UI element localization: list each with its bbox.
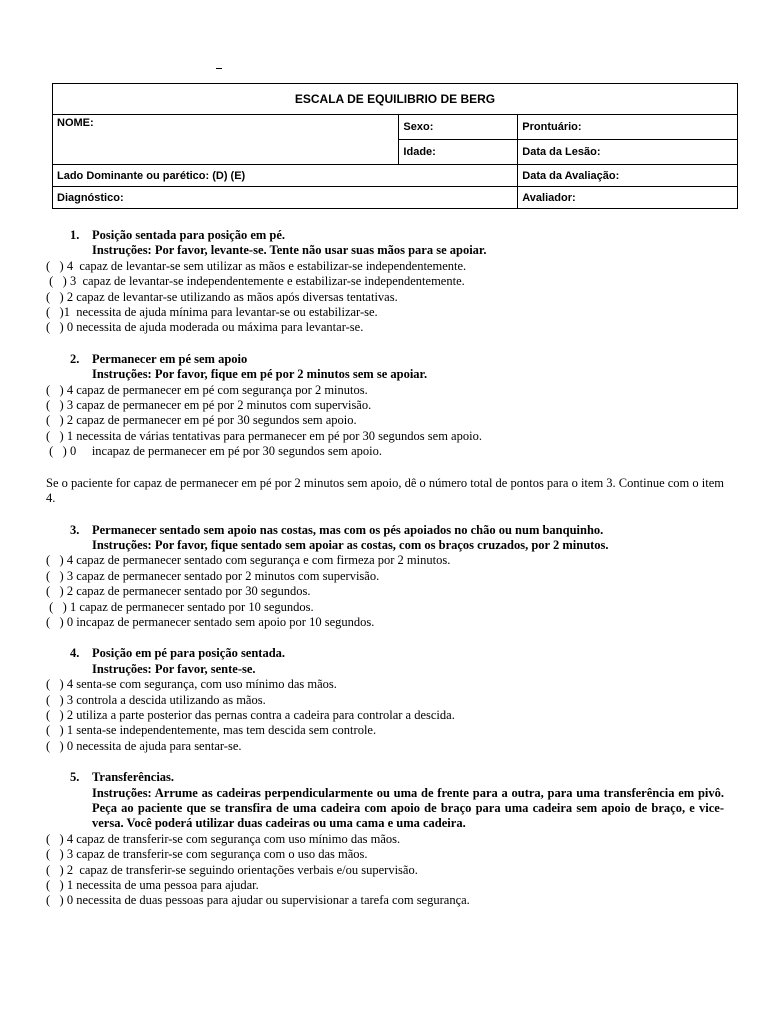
- option-item[interactable]: ( ) 1 necessita de uma pessoa para ajudar.: [46, 878, 259, 893]
- option-item[interactable]: ( ) 2 capaz de permanecer sentado por 30 segundos.: [46, 584, 311, 599]
- section-instructions: Instruções: Por favor, fique em pé por 2 minutos sem se apoiar.: [92, 367, 428, 382]
- section-title: 2. Permanecer em pé sem apoio: [70, 351, 248, 366]
- option-item[interactable]: ( ) 4 senta-se com segurança, com uso mínimo das mãos.: [46, 677, 337, 692]
- section-instructions: Instruções: Por favor, levante-se. Tente não usar suas mãos para se apoiar.: [92, 243, 487, 258]
- sexo-field[interactable]: Sexo:: [399, 115, 518, 140]
- option-item[interactable]: ( ) 0 necessita de ajuda para sentar-se.: [46, 738, 242, 753]
- option-item[interactable]: ( ) 2 capaz de levantar-se utilizando as mãos após diversas tentativas.: [46, 289, 398, 304]
- scoring-note: Se o paciente for capaz de permanecer em pé por 2 minutos sem apoio, dê o número total de pontos para o item 3. Continue com o item 4.: [46, 475, 724, 506]
- nome-field[interactable]: NOME:: [53, 115, 399, 165]
- option-item[interactable]: ( ) 1 necessita de várias tentativas para permanecer em pé por 30 segundos sem apoio.: [46, 428, 482, 443]
- prontuario-field[interactable]: Prontuário:: [518, 115, 738, 140]
- section-3: [46, 523, 724, 631]
- option-item[interactable]: ( ) 4 capaz de permanecer em pé com segurança por 2 minutos.: [46, 382, 368, 397]
- data-lesao-field[interactable]: Data da Lesão:: [518, 140, 738, 165]
- avaliador-field[interactable]: Avaliador:: [518, 187, 738, 209]
- lado-dominante-field[interactable]: Lado Dominante ou parético: (D) (E): [53, 165, 518, 187]
- section-instructions: Instruções: Por favor, fique sentado sem apoiar as costas, com os braços cruzados, por 2 minutos.: [92, 537, 609, 552]
- option-item[interactable]: ( ) 3 controla a descida utilizando as mãos.: [46, 692, 266, 707]
- option-item[interactable]: ( ) 3 capaz de transferir-se com segurança com o uso das mãos.: [46, 847, 368, 862]
- option-item[interactable]: ( ) 3 capaz de permanecer em pé por 2 minutos com supervisão.: [46, 398, 372, 413]
- section-1: [46, 228, 724, 336]
- section-instructions: Instruções: Arrume as cadeiras perpendicularmente ou uma de frente para a outra, para uma transferência em pivô. Peça ao paciente que se transfira de uma cadeira com apoio de braço para uma cadeira sem apoio de braço, e vice-versa. Você poderá utilizar duas cadeiras ou uma cama e uma cadeira.: [92, 785, 724, 831]
- form-body: [46, 228, 724, 925]
- option-item[interactable]: ( ) 0 incapaz de permanecer em pé por 30 segundos sem apoio.: [46, 444, 382, 459]
- option-item[interactable]: ( ) 3 capaz de permanecer sentado por 2 minutos com supervisão.: [46, 568, 380, 583]
- diagnostico-field[interactable]: Diagnóstico:: [53, 187, 518, 209]
- option-item[interactable]: ( ) 1 senta-se independentemente, mas tem descida sem controle.: [46, 723, 377, 738]
- option-item[interactable]: ( ) 1 capaz de permanecer sentado por 10 segundos.: [46, 599, 314, 614]
- data-avaliacao-field[interactable]: Data da Avaliação:: [518, 165, 738, 187]
- section-4: [46, 646, 724, 754]
- idade-field[interactable]: Idade:: [399, 140, 518, 165]
- stray-mark: [216, 68, 222, 69]
- option-item[interactable]: ( ) 0 necessita de ajuda moderada ou máxima para levantar-se.: [46, 320, 364, 335]
- section-title: 3. Permanecer sentado sem apoio nas costas, mas com os pés apoiados no chão ou num banquinho.: [70, 522, 604, 537]
- section-instructions: Instruções: Por favor, sente-se.: [92, 661, 256, 676]
- option-item[interactable]: ( ) 4 capaz de levantar-se sem utilizar as mãos e estabilizar-se independentemente.: [46, 258, 467, 273]
- option-item[interactable]: ( ) 2 capaz de transferir-se seguindo orientações verbais e/ou supervisão.: [46, 862, 418, 877]
- option-item[interactable]: ( ) 3 capaz de levantar-se independentemente e estabilizar-se independentemente.: [46, 274, 465, 289]
- option-item[interactable]: ( ) 0 incapaz de permanecer sentado sem apoio por 10 segundos.: [46, 614, 375, 629]
- form-title: ESCALA DE EQUILIBRIO DE BERG: [53, 84, 738, 115]
- section-title: 5. Transferências.: [70, 770, 175, 785]
- option-item[interactable]: ( )1 necessita de ajuda mínima para levantar-se ou estabilizar-se.: [46, 305, 378, 320]
- section-title: 1. Posição sentada para posição em pé.: [70, 228, 286, 242]
- section-5: [46, 770, 724, 909]
- section-title: 4. Posição em pé para posição sentada.: [70, 646, 286, 661]
- berg-header-table: [52, 83, 738, 209]
- option-item[interactable]: ( ) 0 necessita de duas pessoas para ajudar ou supervisionar a tarefa com segurança.: [46, 893, 470, 908]
- option-item[interactable]: ( ) 2 capaz de permanecer em pé por 30 segundos sem apoio.: [46, 413, 357, 428]
- section-2: [46, 352, 724, 460]
- option-item[interactable]: ( ) 4 capaz de transferir-se com segurança com uso mínimo das mãos.: [46, 831, 401, 846]
- option-item[interactable]: ( ) 2 utiliza a parte posterior das pernas contra a cadeira para controlar a descida.: [46, 707, 455, 722]
- option-item[interactable]: ( ) 4 capaz de permanecer sentado com segurança e com firmeza por 2 minutos.: [46, 553, 451, 568]
